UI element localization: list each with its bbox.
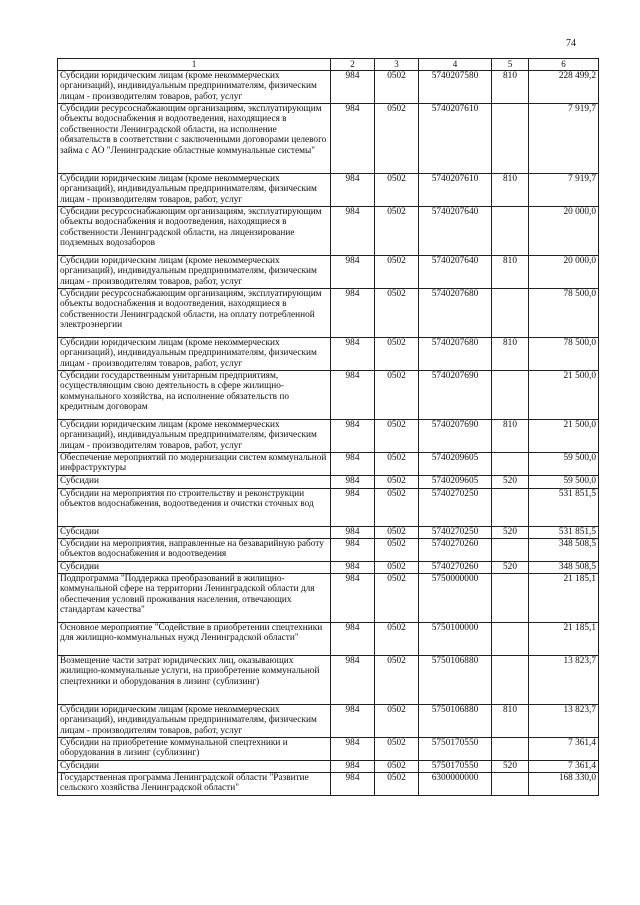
cell-description: Субсидии — [58, 561, 331, 573]
cell-description: Основное мероприятие "Содействие в приобретении спецтехники для жилищно-коммунальных нужд Ленинградской области" — [58, 622, 331, 655]
cell-section-code: 0502 — [375, 475, 419, 488]
cell-expense-type — [492, 737, 529, 760]
cell-admin-code: 984 — [331, 760, 375, 772]
table-row — [58, 337, 599, 370]
col-header-1: 1 — [58, 59, 331, 71]
cell-amount: 7 919,7 — [529, 103, 599, 173]
cell-admin-code: 984 — [331, 704, 375, 737]
cell-amount: 348 508,5 — [529, 561, 599, 573]
cell-section-code: 0502 — [375, 255, 419, 288]
cell-admin-code: 984 — [331, 561, 375, 573]
cell-target-code: 5750170550 — [419, 760, 492, 772]
cell-expense-type: 520 — [492, 475, 529, 488]
table-row — [58, 655, 599, 704]
cell-expense-type — [492, 288, 529, 337]
cell-description: Субсидии ресурсоснабжающим организациям, эксплуатирующим объекты водоснабжения и водоотведения, находящиеся в собственности Ленинградской области, на оплату потребленной электроэнергии — [58, 288, 331, 337]
cell-section-code: 0502 — [375, 103, 419, 173]
cell-description: Субсидии — [58, 760, 331, 772]
cell-description: Субсидии юридическим лицам (кроме некоммерческих организаций), индивидуальным предпринимателям, физическим лицам - производителям товаров, работ, услуг — [58, 419, 331, 452]
cell-expense-type — [492, 103, 529, 173]
table-row — [58, 538, 599, 561]
cell-section-code: 0502 — [375, 737, 419, 760]
cell-expense-type: 810 — [492, 704, 529, 737]
cell-target-code: 5740207580 — [419, 70, 492, 103]
cell-expense-type: 520 — [492, 561, 529, 573]
cell-expense-type: 520 — [492, 760, 529, 772]
cell-description: Субсидии юридическим лицам (кроме некоммерческих организаций), индивидуальным предпринимателям, физическим лицам - производителям товаров, работ, услуг — [58, 70, 331, 103]
table-row — [58, 704, 599, 737]
cell-description: Субсидии юридическим лицам (кроме некоммерческих организаций), индивидуальным предпринимателям, физическим лицам - производителям товаров, работ, услуг — [58, 255, 331, 288]
table-row — [58, 419, 599, 452]
cell-target-code: 5740207610 — [419, 103, 492, 173]
cell-admin-code: 984 — [331, 337, 375, 370]
cell-amount: 168 330,0 — [529, 772, 599, 795]
cell-description: Возмещение части затрат юридических лиц, оказывающих жилищно-коммунальные услуги, на приобретение коммунальной спецтехники и оборудования в лизинг (сублизинг) — [58, 655, 331, 704]
table-row — [58, 772, 599, 795]
cell-amount: 21 185,1 — [529, 622, 599, 655]
col-header-5: 5 — [492, 59, 529, 71]
cell-amount: 7 361,4 — [529, 737, 599, 760]
cell-admin-code: 984 — [331, 255, 375, 288]
cell-description: Субсидии на мероприятия, направленные на безаварийную работу объектов водоснабжения и водоотведения — [58, 538, 331, 561]
table-row — [58, 488, 599, 526]
cell-expense-type: 810 — [492, 337, 529, 370]
cell-admin-code: 984 — [331, 452, 375, 475]
cell-section-code: 0502 — [375, 173, 419, 206]
cell-amount: 21 500,0 — [529, 370, 599, 419]
cell-target-code: 5740207680 — [419, 288, 492, 337]
cell-target-code: 5740207680 — [419, 337, 492, 370]
cell-target-code: 5750170550 — [419, 737, 492, 760]
cell-admin-code: 984 — [331, 70, 375, 103]
cell-target-code: 5750106880 — [419, 704, 492, 737]
table-row — [58, 206, 599, 255]
table-row — [58, 288, 599, 337]
cell-amount: 21 185,1 — [529, 573, 599, 622]
cell-description: Субсидии юридическим лицам (кроме некоммерческих организаций), индивидуальным предпринимателям, физическим лицам - производителям товаров, работ, услуг — [58, 173, 331, 206]
cell-admin-code: 984 — [331, 772, 375, 795]
header-row — [58, 59, 599, 71]
cell-description: Субсидии государственным унитарным предприятиям, осуществляющим свою деятельность в сфере жилищно-коммунального хозяйства, на исполнение обязательств по кредитным договорам — [58, 370, 331, 419]
table-row — [58, 561, 599, 573]
cell-description: Обеспечение мероприятий по модернизации систем коммунальной инфраструктуры — [58, 452, 331, 475]
cell-section-code: 0502 — [375, 573, 419, 622]
cell-target-code: 5740209605 — [419, 452, 492, 475]
cell-description: Субсидии ресурсоснабжающим организациям, эксплуатирующим объекты водоснабжения и водоотведения, находящиеся в собственности Ленинградской области, на лицензирование подземных водозаборов — [58, 206, 331, 255]
cell-amount: 7 919,7 — [529, 173, 599, 206]
cell-amount: 531 851,5 — [529, 488, 599, 526]
cell-admin-code: 984 — [331, 103, 375, 173]
col-header-4: 4 — [419, 59, 492, 71]
cell-admin-code: 984 — [331, 573, 375, 622]
cell-amount: 228 499,2 — [529, 70, 599, 103]
cell-admin-code: 984 — [331, 370, 375, 419]
table-row — [58, 573, 599, 622]
cell-expense-type — [492, 622, 529, 655]
table-row — [58, 452, 599, 475]
cell-description: Государственная программа Ленинградской области "Развитие сельского хозяйства Ленинградской области" — [58, 772, 331, 795]
cell-target-code: 5740270260 — [419, 538, 492, 561]
cell-section-code: 0502 — [375, 488, 419, 526]
cell-expense-type — [492, 370, 529, 419]
cell-amount: 59 500,0 — [529, 452, 599, 475]
cell-expense-type: 520 — [492, 526, 529, 538]
cell-amount: 13 823,7 — [529, 655, 599, 704]
cell-expense-type — [492, 488, 529, 526]
table-row — [58, 526, 599, 538]
cell-amount: 20 000,0 — [529, 206, 599, 255]
cell-target-code: 5740207610 — [419, 173, 492, 206]
cell-admin-code: 984 — [331, 622, 375, 655]
table-row — [58, 760, 599, 772]
cell-section-code: 0502 — [375, 370, 419, 419]
cell-description: Субсидии — [58, 475, 331, 488]
table-row — [58, 103, 599, 173]
cell-admin-code: 984 — [331, 288, 375, 337]
table-row — [58, 475, 599, 488]
cell-description: Субсидии ресурсоснабжающим организациям, эксплуатирующим объекты водоснабжения и водоотведения, находящиеся в собственности Ленинградской области, на исполнение обязательств в соответствии с заключенными договорами целевого займа с АО "Ленинградские областные коммунальные системы" — [58, 103, 331, 173]
cell-target-code: 5740207640 — [419, 255, 492, 288]
cell-description: Субсидии — [58, 526, 331, 538]
cell-expense-type: 810 — [492, 70, 529, 103]
cell-expense-type: 810 — [492, 255, 529, 288]
cell-admin-code: 984 — [331, 475, 375, 488]
cell-section-code: 0502 — [375, 655, 419, 704]
cell-section-code: 0502 — [375, 206, 419, 255]
cell-admin-code: 984 — [331, 206, 375, 255]
cell-description: Подпрограмма "Поддержка преобразований в жилищно-коммунальной сфере на территории Ленинградской области для обеспечения условий проживания населения, отвечающих стандартам качества" — [58, 573, 331, 622]
cell-admin-code: 984 — [331, 526, 375, 538]
cell-amount: 20 000,0 — [529, 255, 599, 288]
cell-section-code: 0502 — [375, 452, 419, 475]
cell-expense-type — [492, 206, 529, 255]
cell-amount: 21 500,0 — [529, 419, 599, 452]
cell-amount: 13 823,7 — [529, 704, 599, 737]
table-row — [58, 370, 599, 419]
table-row — [58, 622, 599, 655]
cell-expense-type — [492, 538, 529, 561]
cell-description: Субсидии на мероприятия по строительству и реконструкции объектов водоснабжения, водоотведения и очистки сточных вод — [58, 488, 331, 526]
page-number: 74 — [566, 38, 576, 49]
cell-admin-code: 984 — [331, 419, 375, 452]
cell-section-code: 0502 — [375, 538, 419, 561]
cell-section-code: 0502 — [375, 337, 419, 370]
cell-expense-type — [492, 452, 529, 475]
cell-admin-code: 984 — [331, 538, 375, 561]
cell-amount: 7 361,4 — [529, 760, 599, 772]
col-header-3: 3 — [375, 59, 419, 71]
cell-amount: 59 500,0 — [529, 475, 599, 488]
cell-amount: 348 508,5 — [529, 538, 599, 561]
cell-description: Субсидии юридическим лицам (кроме некоммерческих организаций), индивидуальным предпринимателям, физическим лицам - производителям товаров, работ, услуг — [58, 337, 331, 370]
cell-admin-code: 984 — [331, 173, 375, 206]
cell-expense-type — [492, 772, 529, 795]
cell-target-code: 5740207690 — [419, 419, 492, 452]
cell-section-code: 0502 — [375, 419, 419, 452]
cell-target-code: 5750000000 — [419, 573, 492, 622]
cell-target-code: 5740270250 — [419, 488, 492, 526]
cell-amount: 531 851,5 — [529, 526, 599, 538]
cell-description: Субсидии юридическим лицам (кроме некоммерческих организаций), индивидуальным предпринимателям, физическим лицам - производителям товаров, работ, услуг — [58, 704, 331, 737]
cell-section-code: 0502 — [375, 760, 419, 772]
cell-admin-code: 984 — [331, 655, 375, 704]
cell-section-code: 0502 — [375, 526, 419, 538]
cell-amount: 78 500,0 — [529, 337, 599, 370]
budget-table — [57, 58, 599, 796]
cell-description: Субсидии на приобретение коммунальной спецтехники и оборудования в лизинг (сублизинг) — [58, 737, 331, 760]
cell-target-code: 5750100000 — [419, 622, 492, 655]
cell-target-code: 5740209605 — [419, 475, 492, 488]
cell-section-code: 0502 — [375, 561, 419, 573]
cell-admin-code: 984 — [331, 488, 375, 526]
cell-target-code: 5740270260 — [419, 561, 492, 573]
col-header-6: 6 — [529, 59, 599, 71]
cell-expense-type: 810 — [492, 173, 529, 206]
cell-section-code: 0502 — [375, 70, 419, 103]
cell-target-code: 5740270250 — [419, 526, 492, 538]
cell-expense-type — [492, 573, 529, 622]
table-row — [58, 255, 599, 288]
cell-target-code: 5740207640 — [419, 206, 492, 255]
cell-expense-type: 810 — [492, 419, 529, 452]
cell-section-code: 0502 — [375, 772, 419, 795]
cell-section-code: 0502 — [375, 622, 419, 655]
cell-amount: 78 500,0 — [529, 288, 599, 337]
cell-section-code: 0502 — [375, 288, 419, 337]
cell-admin-code: 984 — [331, 737, 375, 760]
cell-expense-type — [492, 655, 529, 704]
cell-target-code: 6300000000 — [419, 772, 492, 795]
table-row — [58, 70, 599, 103]
table-row — [58, 737, 599, 760]
table-row — [58, 173, 599, 206]
cell-target-code: 5740207690 — [419, 370, 492, 419]
cell-section-code: 0502 — [375, 704, 419, 737]
col-header-2: 2 — [331, 59, 375, 71]
cell-target-code: 5750106880 — [419, 655, 492, 704]
